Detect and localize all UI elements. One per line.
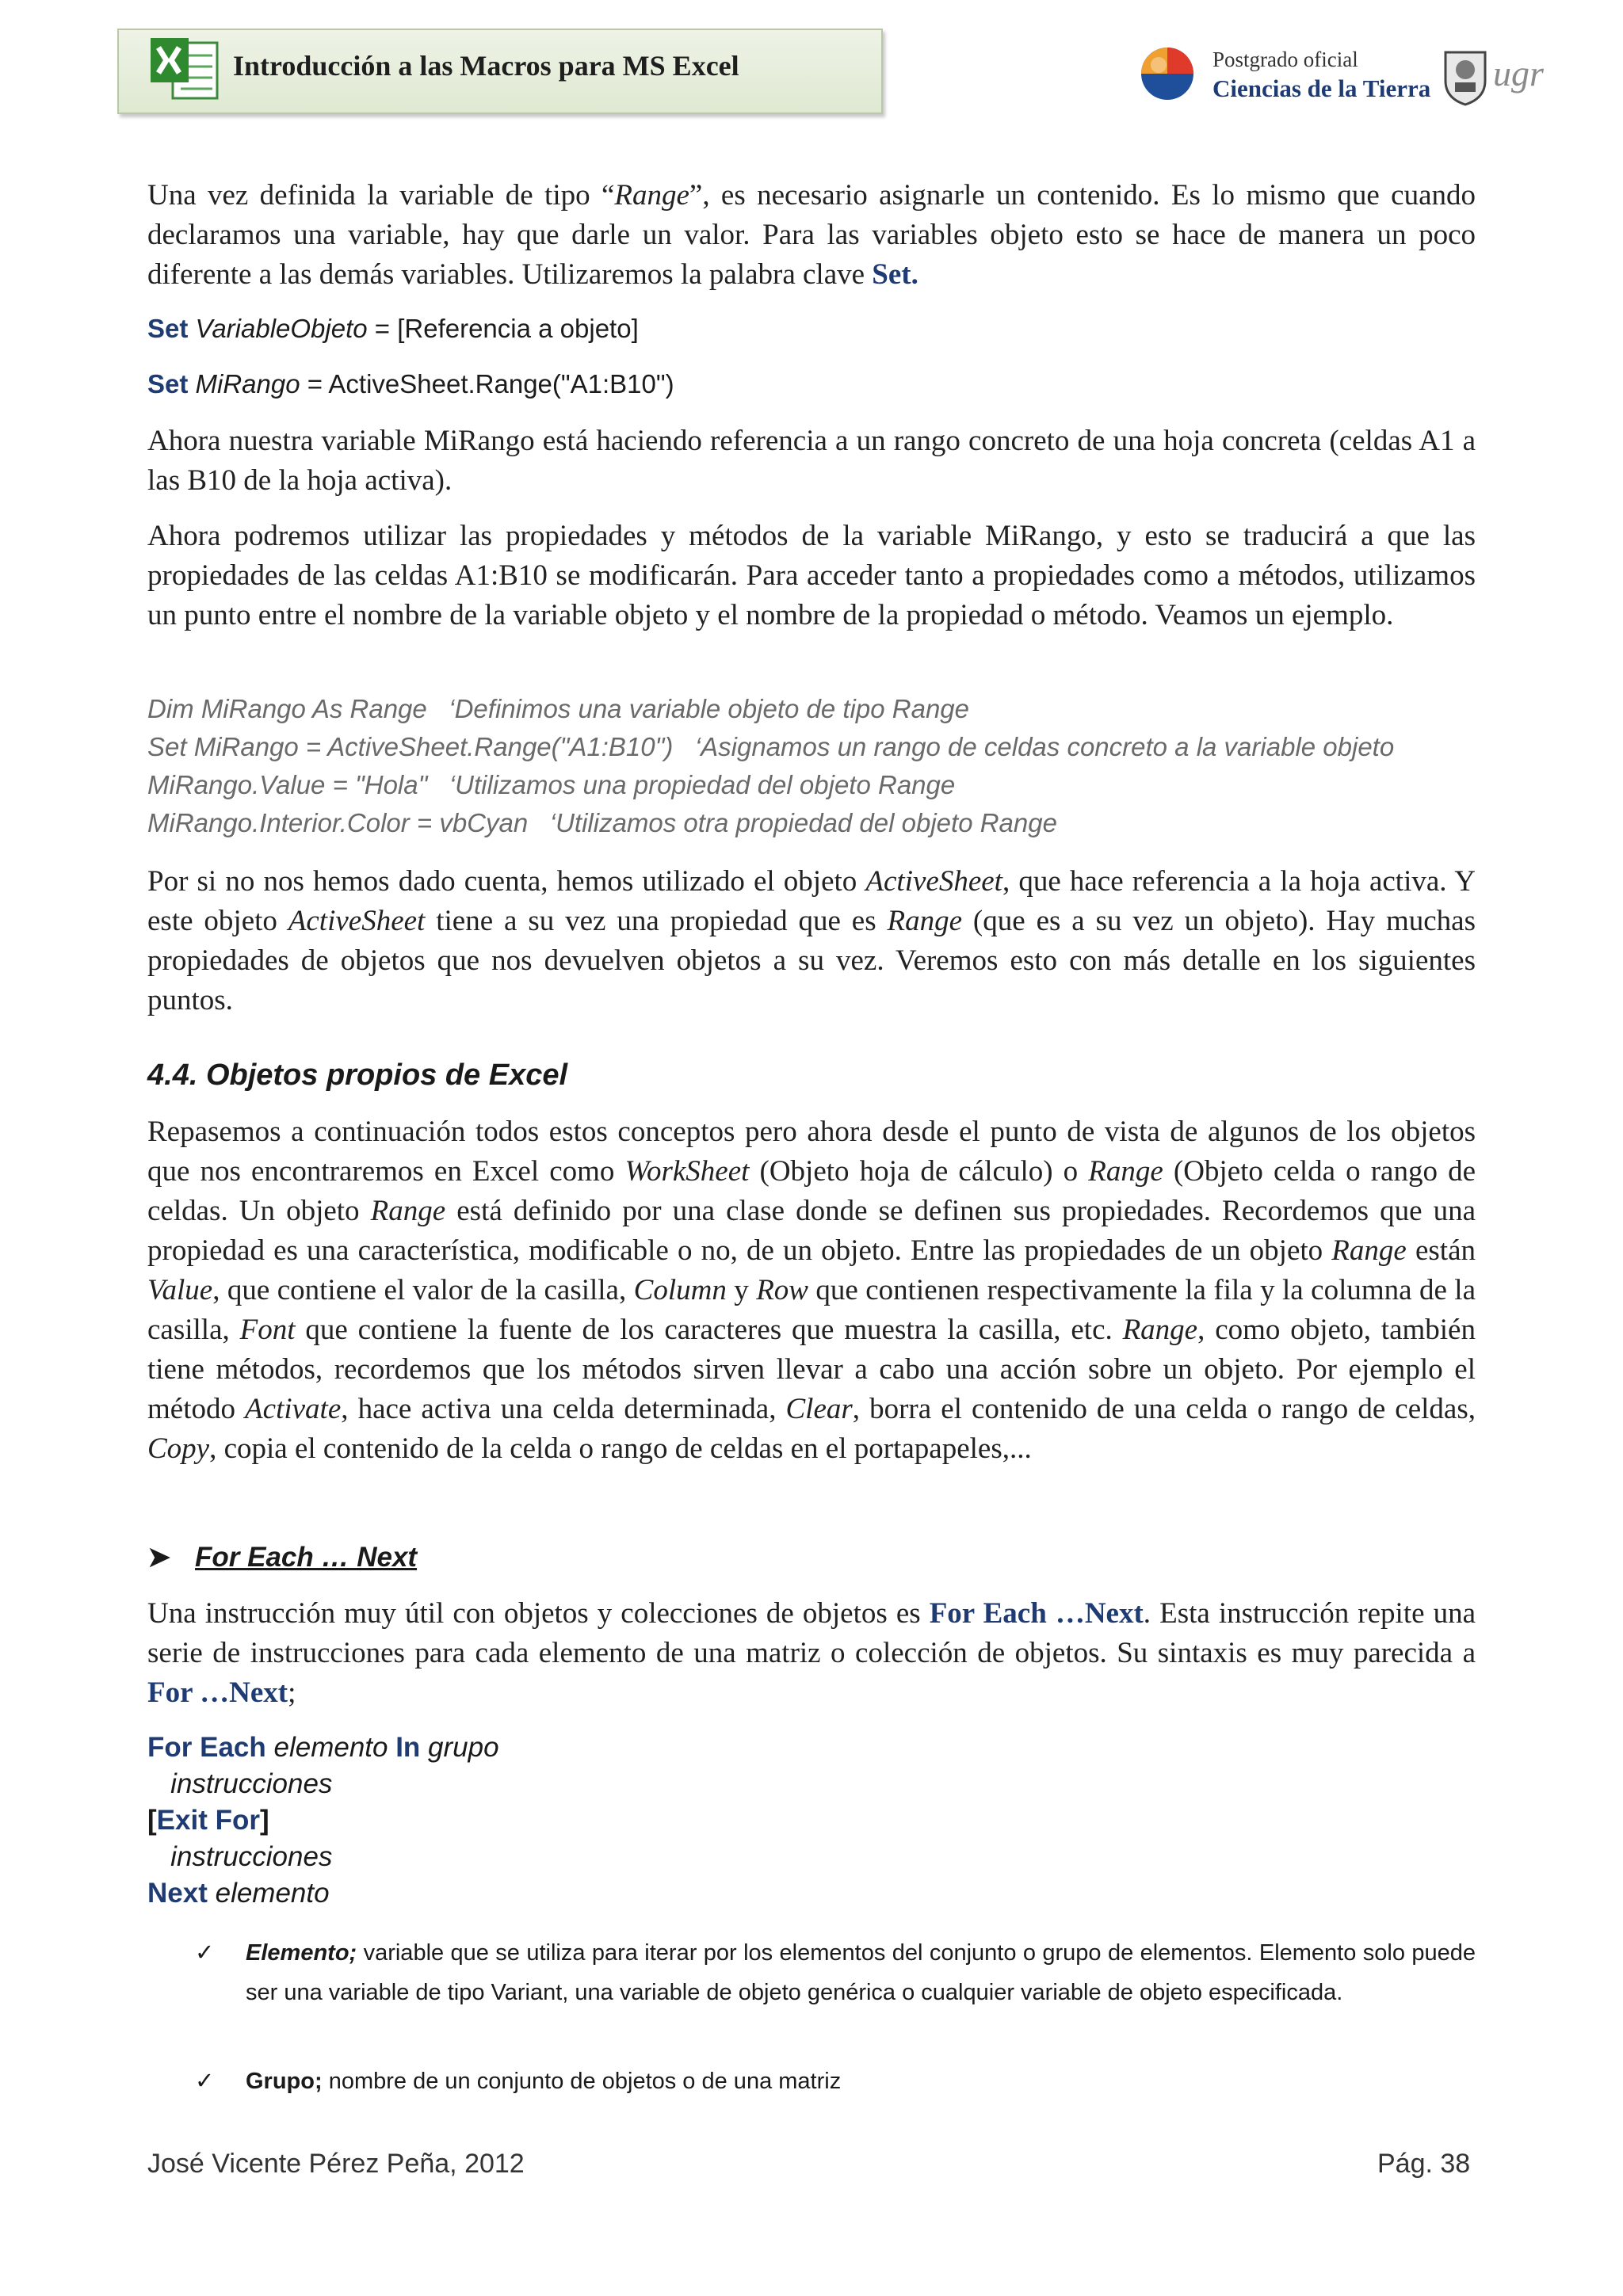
checkmark-icon: ✓ xyxy=(195,1940,215,1966)
paragraph-properties: Ahora podremos utilizar las propiedades y métodos de la variable MiRango, y esto se traducirá a que las propiedades de las celdas A1:B10 se modificarán. Para acceder tanto a propiedades como a métodos, utilizamos un punto entre el nombre de la variable objeto y el nombre de la propiedad o método. Veamos un ejemplo. xyxy=(147,520,1476,631)
excel-logo-icon xyxy=(149,35,220,105)
university-crest-icon xyxy=(1439,46,1491,106)
for-each-heading: ➤ For Each … Next xyxy=(147,1542,418,1573)
code-line-set-range: Set MiRango = ActiveSheet.Range("A1:B10") xyxy=(147,369,674,399)
syntax-line: Next elemento xyxy=(147,1878,330,1909)
syntax-line: instrucciones xyxy=(147,1841,333,1872)
intro-paragraph: Una vez definida la variable de tipo “Range”, es necesario asignarle un contenido. Es lo mismo que cuando declaramos una variable, hay que darle un valor. Para las variables objeto esto se hace de manera un poco diferente a las demás variables. Utilizaremos la palabra clave Set. xyxy=(147,179,1476,291)
check-item: ✓ Grupo; nombre de un conjunto de objetos o de una matriz xyxy=(195,2061,1476,2101)
section-title: 4.4. Objetos propios de Excel xyxy=(147,1058,568,1092)
syntax-line: [Exit For] xyxy=(147,1805,269,1836)
paragraph-mirango: Ahora nuestra variable MiRango está haciendo referencia a un rango concreto de una hoja concreta (celdas A1 a las B10 de la hoja activa). xyxy=(147,425,1476,497)
footer-author: José Vicente Pérez Peña, 2012 xyxy=(147,2149,525,2179)
example-code-line: MiRango.Interior.Color = vbCyan ‘Utilizamos otra propiedad del objeto Range xyxy=(147,808,1057,837)
checkmark-icon: ✓ xyxy=(195,2069,215,2094)
ugr-logo-text: ugr xyxy=(1493,53,1544,93)
syntax-line: For Each elemento In grupo xyxy=(147,1732,499,1763)
syntax-line: instrucciones xyxy=(147,1768,333,1799)
check-item: ✓ Elemento; variable que se utiliza para iterar por los elementos del conjunto o grupo de elementos. Elemento solo puede ser una variable de tipo Variant, una variable de objeto genérica o cualquier variable de objeto especificada. xyxy=(195,1933,1476,2012)
paragraph-activesheet: Por si no nos hemos dado cuenta, hemos utilizado el objeto ActiveSheet, que hace referencia a la hoja activa. Y este objeto ActiveSheet tiene a su vez una propiedad que es Range (que es a su vez un objeto). Hay muchas propiedades de objetos que nos devuelven objetos a su vez. Veremos esto con más detalle en los siguientes puntos. xyxy=(147,865,1476,1016)
institution-title: Ciencias de la Tierra xyxy=(1212,74,1431,102)
paragraph-for-each: Una instrucción muy útil con objetos y colecciones de objetos es For Each …Next. Esta instrucción repite una serie de instrucciones para cada elemento de una matriz o colección de objetos. Su sintaxis es muy parecida a For …Next; xyxy=(147,1597,1476,1709)
header-title: Introducción a las Macros para MS Excel xyxy=(233,50,739,82)
code-line-set-variable: Set VariableObjeto = [Referencia a objeto] xyxy=(147,314,639,343)
example-code-line: MiRango.Value = "Hola" ‘Utilizamos una propiedad del objeto Range xyxy=(147,770,956,799)
paragraph-excel-objects: Repasemos a continuación todos estos conceptos pero ahora desde el punto de vista de algunos de los objetos que nos encontraremos en Excel como WorkSheet (Objeto hoja de cálculo) o Range (Objeto celda o rango de celdas. Un objeto Range está definido por una clase donde se definen sus propiedades. Recordemos que una propiedad es una característica, modificable o no, de un objeto. Entre las propiedades de un objeto Range están Value, que contiene el valor de la casilla, Column y Row que contienen respectivamente la fila y la columna de la casilla, Font que contiene la fuente de los caracteres que muestra la casilla, etc. Range, como objeto, también tiene métodos, recordemos que los métodos sirven llevar a cabo una acción sobre un objeto. Por ejemplo el método Activate, hace activa una celda determinada, Clear, borra el contenido de una celda o rango de celdas, Copy, copia el contenido de la celda o rango de celdas en el portapapeles,... xyxy=(147,1116,1476,1465)
institution-subtitle: Postgrado oficial xyxy=(1212,48,1358,71)
page-number: Pág. 38 xyxy=(1377,2149,1471,2179)
globe-logo-icon xyxy=(1140,46,1195,101)
example-code-line: Set MiRango = ActiveSheet.Range("A1:B10") ‘Asignamos un rango de celdas concreto a la variable objeto xyxy=(147,732,1395,761)
arrow-bullet-icon: ➤ xyxy=(147,1542,171,1573)
example-code-line: Dim MiRango As Range ‘Definimos una variable objeto de tipo Range xyxy=(147,694,970,723)
